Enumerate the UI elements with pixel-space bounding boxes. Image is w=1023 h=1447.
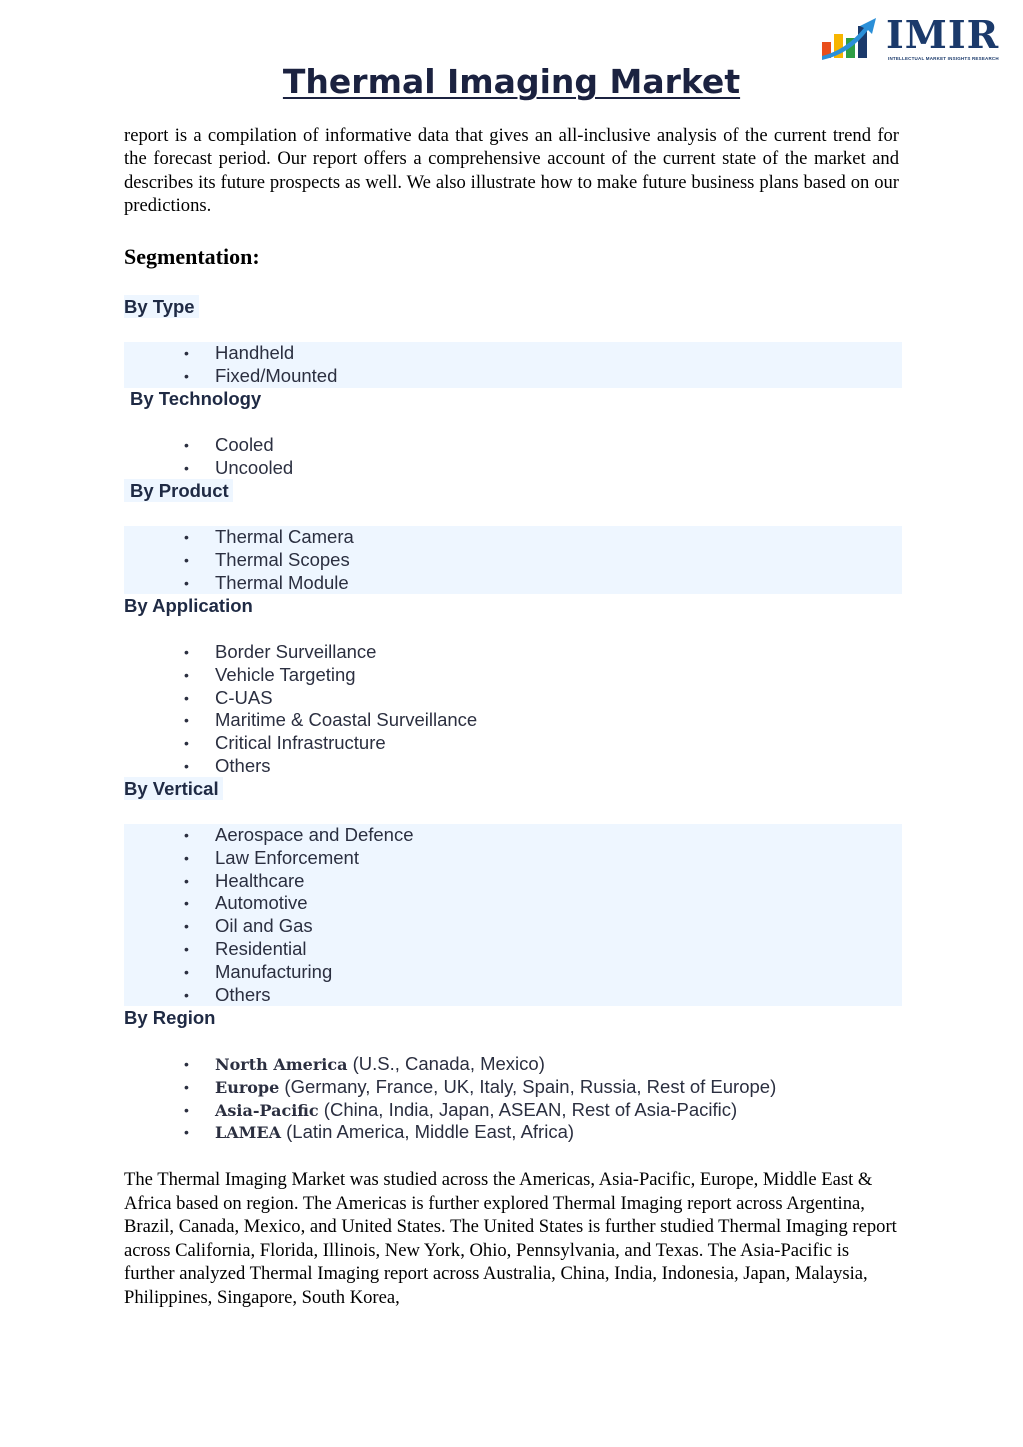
segment-product <box>124 479 902 594</box>
list-item: • Vehicle Targeting <box>184 663 356 685</box>
bullet-icon: • <box>184 872 189 889</box>
segment-heading: By Application <box>124 595 253 616</box>
bullet-icon: • <box>184 666 189 683</box>
bullet-icon: • <box>184 367 189 384</box>
list-item: • Fixed/Mounted <box>184 364 338 386</box>
logo-tagline: INTELLECTUAL MARKET INSIGHTS RESEARCH <box>888 56 999 61</box>
bullet-icon: • <box>184 574 189 591</box>
growth-chart-icon <box>820 16 886 62</box>
bullet-icon: • <box>184 1078 189 1095</box>
list-item: • Cooled <box>184 434 274 455</box>
segment-vertical <box>124 777 902 1006</box>
segment-heading: By Region <box>124 1007 216 1028</box>
list-item <box>124 1076 902 1099</box>
logo-wordmark: IMIR <box>886 12 1000 57</box>
bullet-icon: • <box>184 712 189 729</box>
region-name: Asia-Pacific <box>215 1100 319 1120</box>
bullet-icon: • <box>184 689 189 706</box>
list-item <box>124 1121 902 1144</box>
list-item: • Residential <box>184 937 307 959</box>
bullet-icon: • <box>184 940 189 957</box>
segment-list <box>124 342 902 388</box>
segment-list <box>124 434 902 480</box>
region-detail: (Germany, France, UK, Italy, Spain, Russia, Rest of Europe) <box>279 1075 777 1097</box>
region-name: Europe <box>215 1077 280 1097</box>
list-item: • Uncooled <box>184 456 294 478</box>
segment-list <box>124 526 902 594</box>
list-item <box>124 1099 902 1122</box>
list-item: • Automotive <box>184 892 308 914</box>
list-item: • Critical Infrastructure <box>184 732 386 754</box>
page-title: Thermal Imaging Market <box>282 62 741 101</box>
segment-heading: By Type <box>124 295 199 318</box>
region-name: North America <box>215 1055 348 1074</box>
bullet-icon: • <box>184 918 189 935</box>
list-item: • Thermal Scopes <box>184 548 350 570</box>
bullet-icon: • <box>184 1124 189 1141</box>
list-item: • Oil and Gas <box>184 915 313 937</box>
segmentation-heading: Segmentation: <box>124 244 260 269</box>
list-item: • Law Enforcement <box>184 846 359 868</box>
bullet-icon: • <box>184 895 189 912</box>
list-item: • Border Surveillance <box>184 641 377 662</box>
bullet-icon: • <box>184 1101 189 1118</box>
bullet-icon: • <box>184 827 189 843</box>
segment-list <box>124 824 902 1006</box>
segment-heading: By Technology <box>130 388 262 409</box>
segment-heading: By Product <box>124 479 233 502</box>
bullet-icon: • <box>184 437 189 453</box>
list-item: • Manufacturing <box>184 960 333 982</box>
bullet-icon: • <box>184 849 189 866</box>
list-item: • Others <box>184 983 271 1005</box>
bullet-icon: • <box>184 1056 189 1072</box>
segment-list <box>124 641 902 778</box>
intro-paragraph: report is a compilation of informative data that gives an all-inclusive analysis of the current trend for the forecast period. Our report offers a comprehensive account of the current state of the market and describes its future prospects as well. We also illustrate how to make future business plans based on our predictions. <box>124 125 899 217</box>
segment-region <box>124 1006 902 1144</box>
list-item: • Others <box>184 754 271 776</box>
list-item <box>124 1053 902 1076</box>
imir-logo <box>820 14 1006 66</box>
bullet-icon: • <box>184 757 189 774</box>
bullet-icon: • <box>184 735 189 752</box>
list-item: • Healthcare <box>184 869 305 891</box>
bullet-icon: • <box>184 986 189 1003</box>
region-name: LAMEA <box>215 1123 281 1143</box>
region-detail: (U.S., Canada, Mexico) <box>347 1053 545 1074</box>
region-detail: (Latin America, Middle East, Africa) <box>280 1121 575 1143</box>
bullet-icon: • <box>184 459 189 476</box>
bullet-icon: • <box>184 529 189 545</box>
closing-paragraph: The Thermal Imaging Market was studied across the Americas, Asia-Pacific, Europe, Middle East & Africa based on region. The Americas is further explored Thermal Imaging report across Argentina, Brazil, Canada, Mexico, and United States. The United States is further studied Thermal Imaging report across California, Florida, Illinois, New York, Ohio, Pennsylvania, and Texas. The Asia-Pacific is further analyzed Thermal Imaging report across Australia, China, India, Indonesia, Japan, Malaysia, Philippines, Singapore, South Korea, <box>124 1169 897 1308</box>
segment-application <box>124 594 902 778</box>
list-item: • Thermal Module <box>184 571 349 593</box>
list-item: • C-UAS <box>184 686 273 708</box>
segment-technology <box>124 387 902 480</box>
segment-type <box>124 295 902 388</box>
list-item: • Maritime & Coastal Surveillance <box>184 709 478 731</box>
bullet-icon: • <box>184 551 189 568</box>
segment-list <box>124 1053 902 1144</box>
region-detail: (China, India, Japan, ASEAN, Rest of Asia-Pacific) <box>318 1098 738 1120</box>
bullet-icon: • <box>184 963 189 980</box>
bullet-icon: • <box>184 345 189 361</box>
list-item: • Handheld <box>184 342 295 363</box>
segment-heading: By Vertical <box>124 777 223 800</box>
list-item: • Aerospace and Defence <box>184 824 414 845</box>
bullet-icon: • <box>184 644 189 660</box>
list-item: • Thermal Camera <box>184 526 354 547</box>
